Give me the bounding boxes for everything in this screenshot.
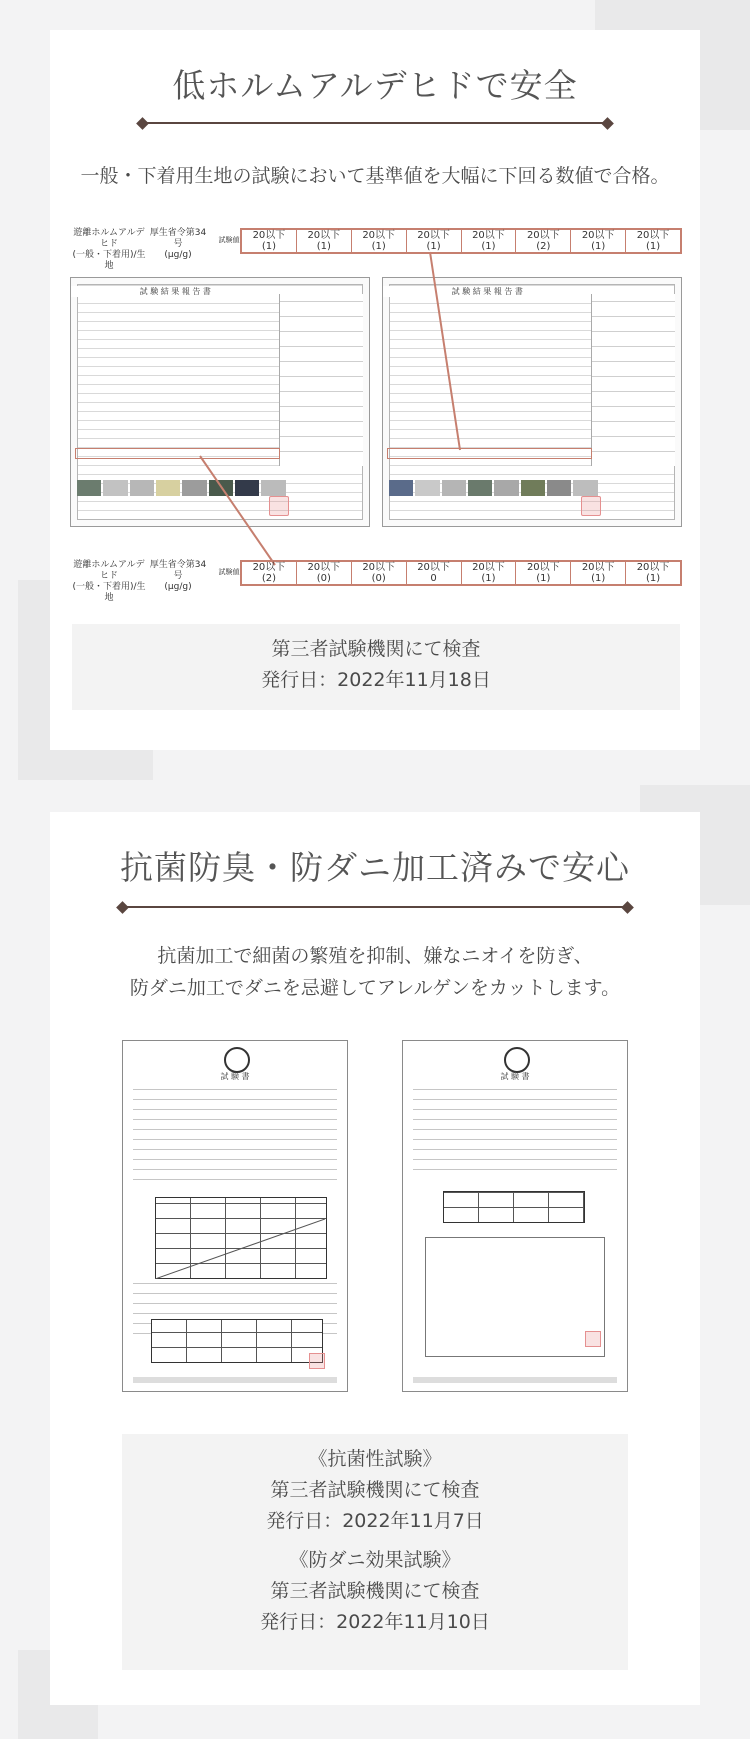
stamp-icon [585,1331,601,1347]
connector-lines [50,30,700,603]
section-title: 低ホルムアルデヒドで安全 [172,66,578,105]
row-unit: 厚生省令第34号 (μg/g) [149,560,207,592]
row-std-label: 試験値 [218,236,240,244]
result-cell: 20以下 (0) [296,562,351,584]
result-cell: 20以下 (1) [296,230,351,252]
result-cell: 20以下 (1) [515,562,570,584]
certification-logo-icon [504,1047,530,1073]
result-cell: 20以下 (1) [570,562,625,584]
result-cell: 20以下 (1) [406,230,461,252]
certificate-table [151,1319,323,1363]
row-std-label: 試験値 [218,568,240,576]
diamond-ornament-left [116,901,129,914]
section-title: 抗菌防臭・防ダニ加工済みで安心 [120,848,630,887]
result-cell: 20以下 0 [406,562,461,584]
certificate-graph [155,1209,325,1279]
section-lead: 抗菌加工で細菌の繁殖を抑制、嫌なニオイを防ぎ、 防ダニ加工でダニを忌避してアレルゲンをカットします。 [129,945,621,999]
result-cell: 20以下 (1) [351,230,406,252]
result-cell: 20以下 (1) [252,230,286,252]
result-cell: 20以下 (1) [461,562,516,584]
stamp-icon [309,1353,325,1369]
antibacterial-certificate [122,1040,348,1392]
row-label: 遊離ホルムアルデヒド (一般・下着用)/生地 [72,560,146,603]
report-title: 試 験 結 果 報 告 書 [383,286,592,297]
result-row-bottom [70,560,680,603]
result-cell: 20以下 (1) [570,230,625,252]
result-cell: 20以下 (1) [461,230,516,252]
inspection-info: 《抗菌性試験》 第三者試験機関にて検査 発行日：2022年11月7日 《防ダニ効果試験》 第三者試験機関にて検査 発行日：2022年11月10日 [122,1434,628,1670]
diamond-ornament-right [621,901,634,914]
certificate-title: 試 験 書 [500,1072,530,1081]
formaldehyde-section [50,30,700,750]
row-unit: 厚生省令第34号 (μg/g) [149,228,207,260]
section-lead: 一般・下着用生地の試験において基準値を大幅に下回る数値で合格。 [80,165,670,187]
certificate-table [443,1191,585,1223]
result-cell: 20以下 (1) [625,230,680,252]
result-cells [240,560,682,586]
result-cell: 20以下 (2) [252,562,286,584]
report-title: 試 験 結 果 報 告 書 [71,286,280,297]
antibacterial-section [50,812,700,1705]
certification-logo-icon [224,1047,250,1073]
row-label: 遊離ホルムアルデヒド (一般・下着用)/生地 [72,228,146,271]
result-cell: 20以下 (0) [351,562,406,584]
certificate-title: 試 験 書 [220,1072,250,1081]
inspection-info: 第三者試験機関にて検査 発行日：2022年11月18日 [72,624,680,710]
result-cell: 20以下 (2) [515,230,570,252]
anti-mite-certificate [402,1040,628,1392]
title-underline [122,906,628,908]
result-cell: 20以下 (1) [625,562,680,584]
